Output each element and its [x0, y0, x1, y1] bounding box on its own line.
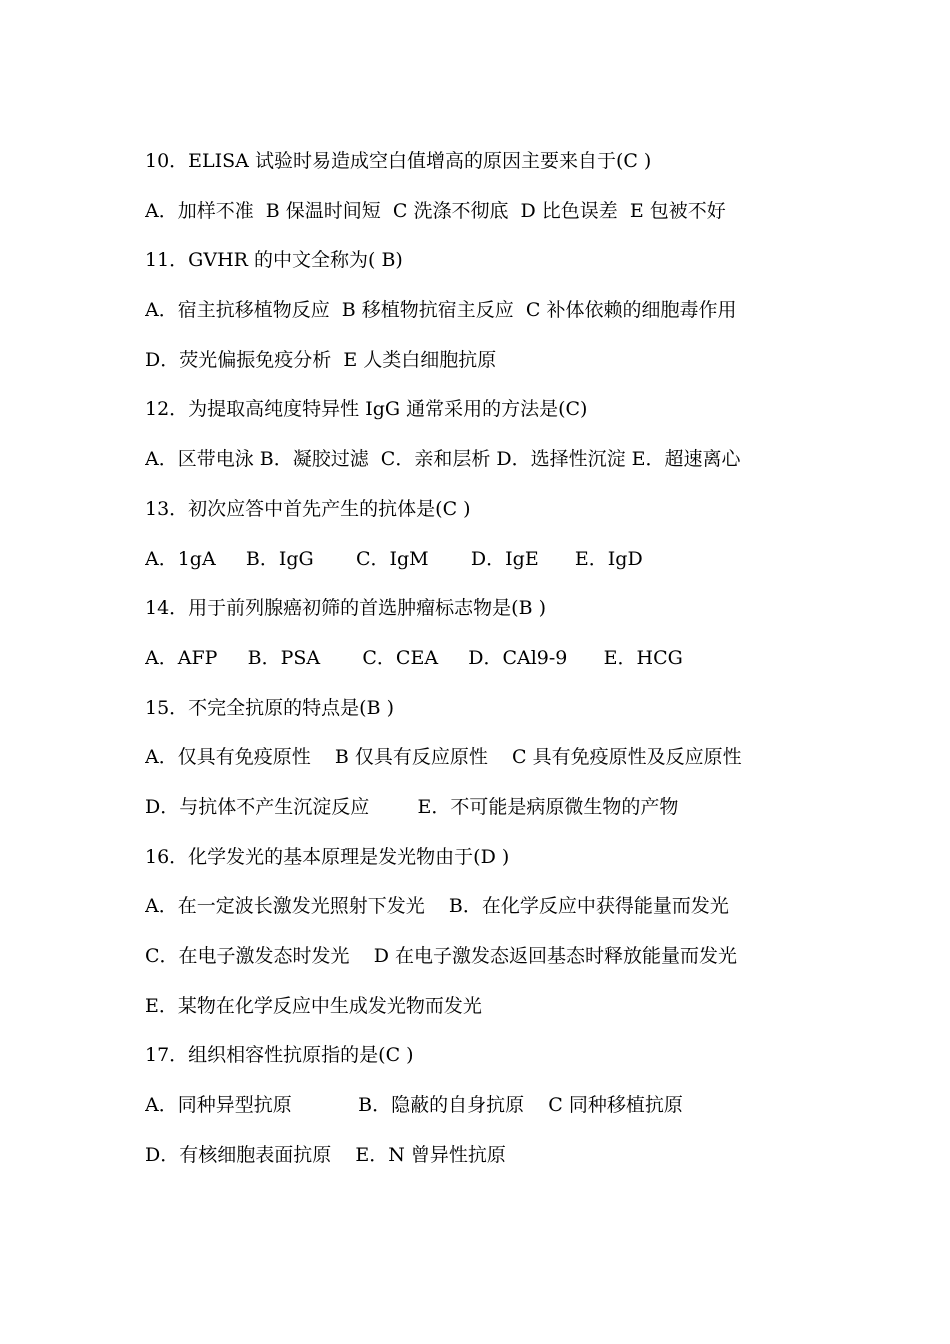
question-12: 12．为提取高纯度特异性 IgG 通常采用的方法是(C) — [145, 398, 588, 421]
question-10-options: A．加样不准 B 保温时间短 C 洗涤不彻底 D 比色误差 E 包被不好 — [145, 199, 726, 222]
question-16: 16．化学发光的基本原理是发光物由于(D ) — [145, 845, 510, 868]
question-14-options: A．AFP B．PSA C．CEA D．CAl9-9 E．HCG — [145, 646, 683, 669]
question-11-options-1: A．宿主抗移植物反应 B 移植物抗宿主反应 C 补体依赖的细胞毒作用 — [145, 299, 737, 322]
question-16-options-2: C．在电子激发态时发光 D 在电子激发态返回基态时释放能量而发光 — [145, 945, 737, 967]
question-12-options: A．区带电泳 B．凝胶过滤 C．亲和层析 D．选择性沉淀 E．超速离心 — [145, 448, 741, 471]
question-17: 17．组织相容性抗原指的是(C ) — [145, 1044, 414, 1067]
question-15: 15．不完全抗原的特点是(B ) — [145, 696, 395, 719]
question-16-options-1: A．在一定波长激发光照射下发光 B．在化学反应中获得能量而发光 — [145, 895, 729, 918]
question-15-options-1: A．仅具有免疫原性 B 仅具有反应原性 C 具有免疫原性及反应原性 — [145, 746, 742, 769]
question-14: 14．用于前列腺癌初筛的首选肿瘤标志物是(B ) — [145, 597, 547, 620]
question-15-options-2: D．与抗体不产生沉淀反应 E．不可能是病原微生物的产物 — [145, 795, 679, 818]
question-11-options-2: D．荧光偏振免疫分析 E 人类白细胞抗原 — [145, 348, 497, 371]
question-16-options-3: E．某物在化学反应中生成发光物而发光 — [145, 994, 482, 1017]
question-13-options: A．1gA B．IgG C．IgM D．IgE E．IgD — [145, 547, 643, 570]
question-17-options-2: D．有核细胞表面抗原 E．N 曾异性抗原 — [145, 1143, 506, 1166]
question-17-options-1: A．同种异型抗原 B．隐蔽的自身抗原 C 同种移植抗原 — [145, 1094, 683, 1117]
question-11: 11．GVHR 的中文全称为( B) — [145, 249, 403, 272]
question-list — [145, 143, 845, 1186]
question-13: 13．初次应答中首先产生的抗体是(C ) — [145, 497, 471, 520]
question-10: 10．ELISA 试验时易造成空白值增高的原因主要来自于(C ) — [145, 150, 652, 172]
